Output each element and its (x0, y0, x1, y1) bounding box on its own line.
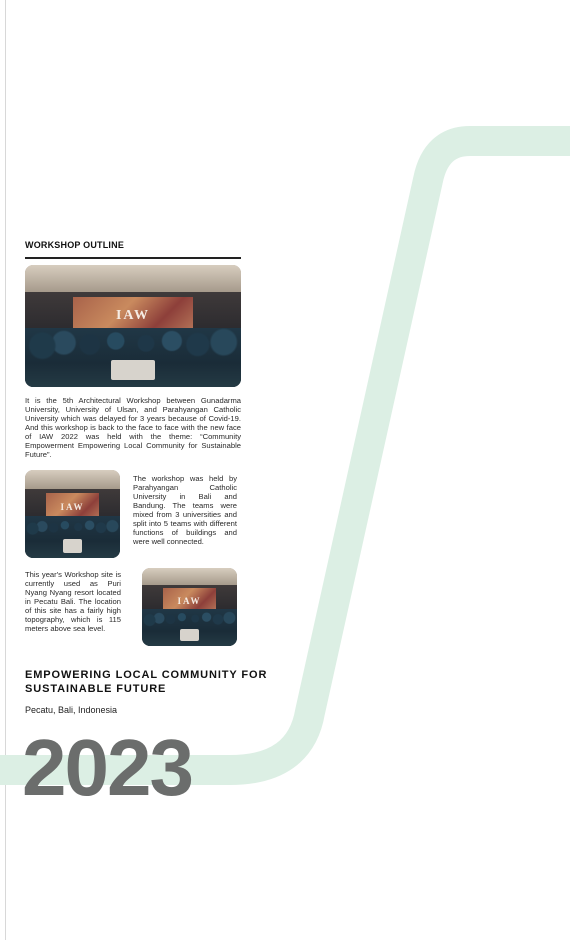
workshop-group-photo-large (25, 265, 241, 387)
site-paragraph: This year's Workshop site is currently used as Puri Nyang Nyang resort located in Pecatu Bali. The location of this site has a fairly high topography, which is 115 meters above sea level. (25, 570, 121, 633)
photo-screen-text: IAW (163, 588, 216, 613)
workshop-group-photo-small-left (25, 470, 120, 558)
photo-screen-text: IAW (73, 297, 194, 336)
heading-underline (25, 257, 241, 259)
theme-title: EMPOWERING LOCAL COMMUNITY FOR SUSTAINABLE FUTURE (25, 669, 268, 695)
photo-screen-text: IAW (46, 493, 99, 521)
held-paragraph: The workshop was held by Parahyangan Catholic University in Bali and Bandung. The teams were mixed from 3 universities and split into 5 teams with different functions of buildings and were well connected. (133, 474, 237, 546)
location-text: Pecatu, Bali, Indonesia (25, 705, 118, 715)
workshop-group-photo-small-right (142, 568, 237, 646)
year-display: 2023 (22, 723, 192, 812)
section-heading: WORKSHOP OUTLINE (25, 240, 125, 250)
intro-paragraph: It is the 5th Architectural Workshop between Gunadarma University, University of Ulsan, and Parahyangan Catholic University which was delayed for 3 years because of Covid-19. And this workshop is back to the face to face with the new face of IAW 2022 was held with the theme: “Community Empowerment Empowering Local Community for Sustainable Future”. (25, 396, 241, 459)
